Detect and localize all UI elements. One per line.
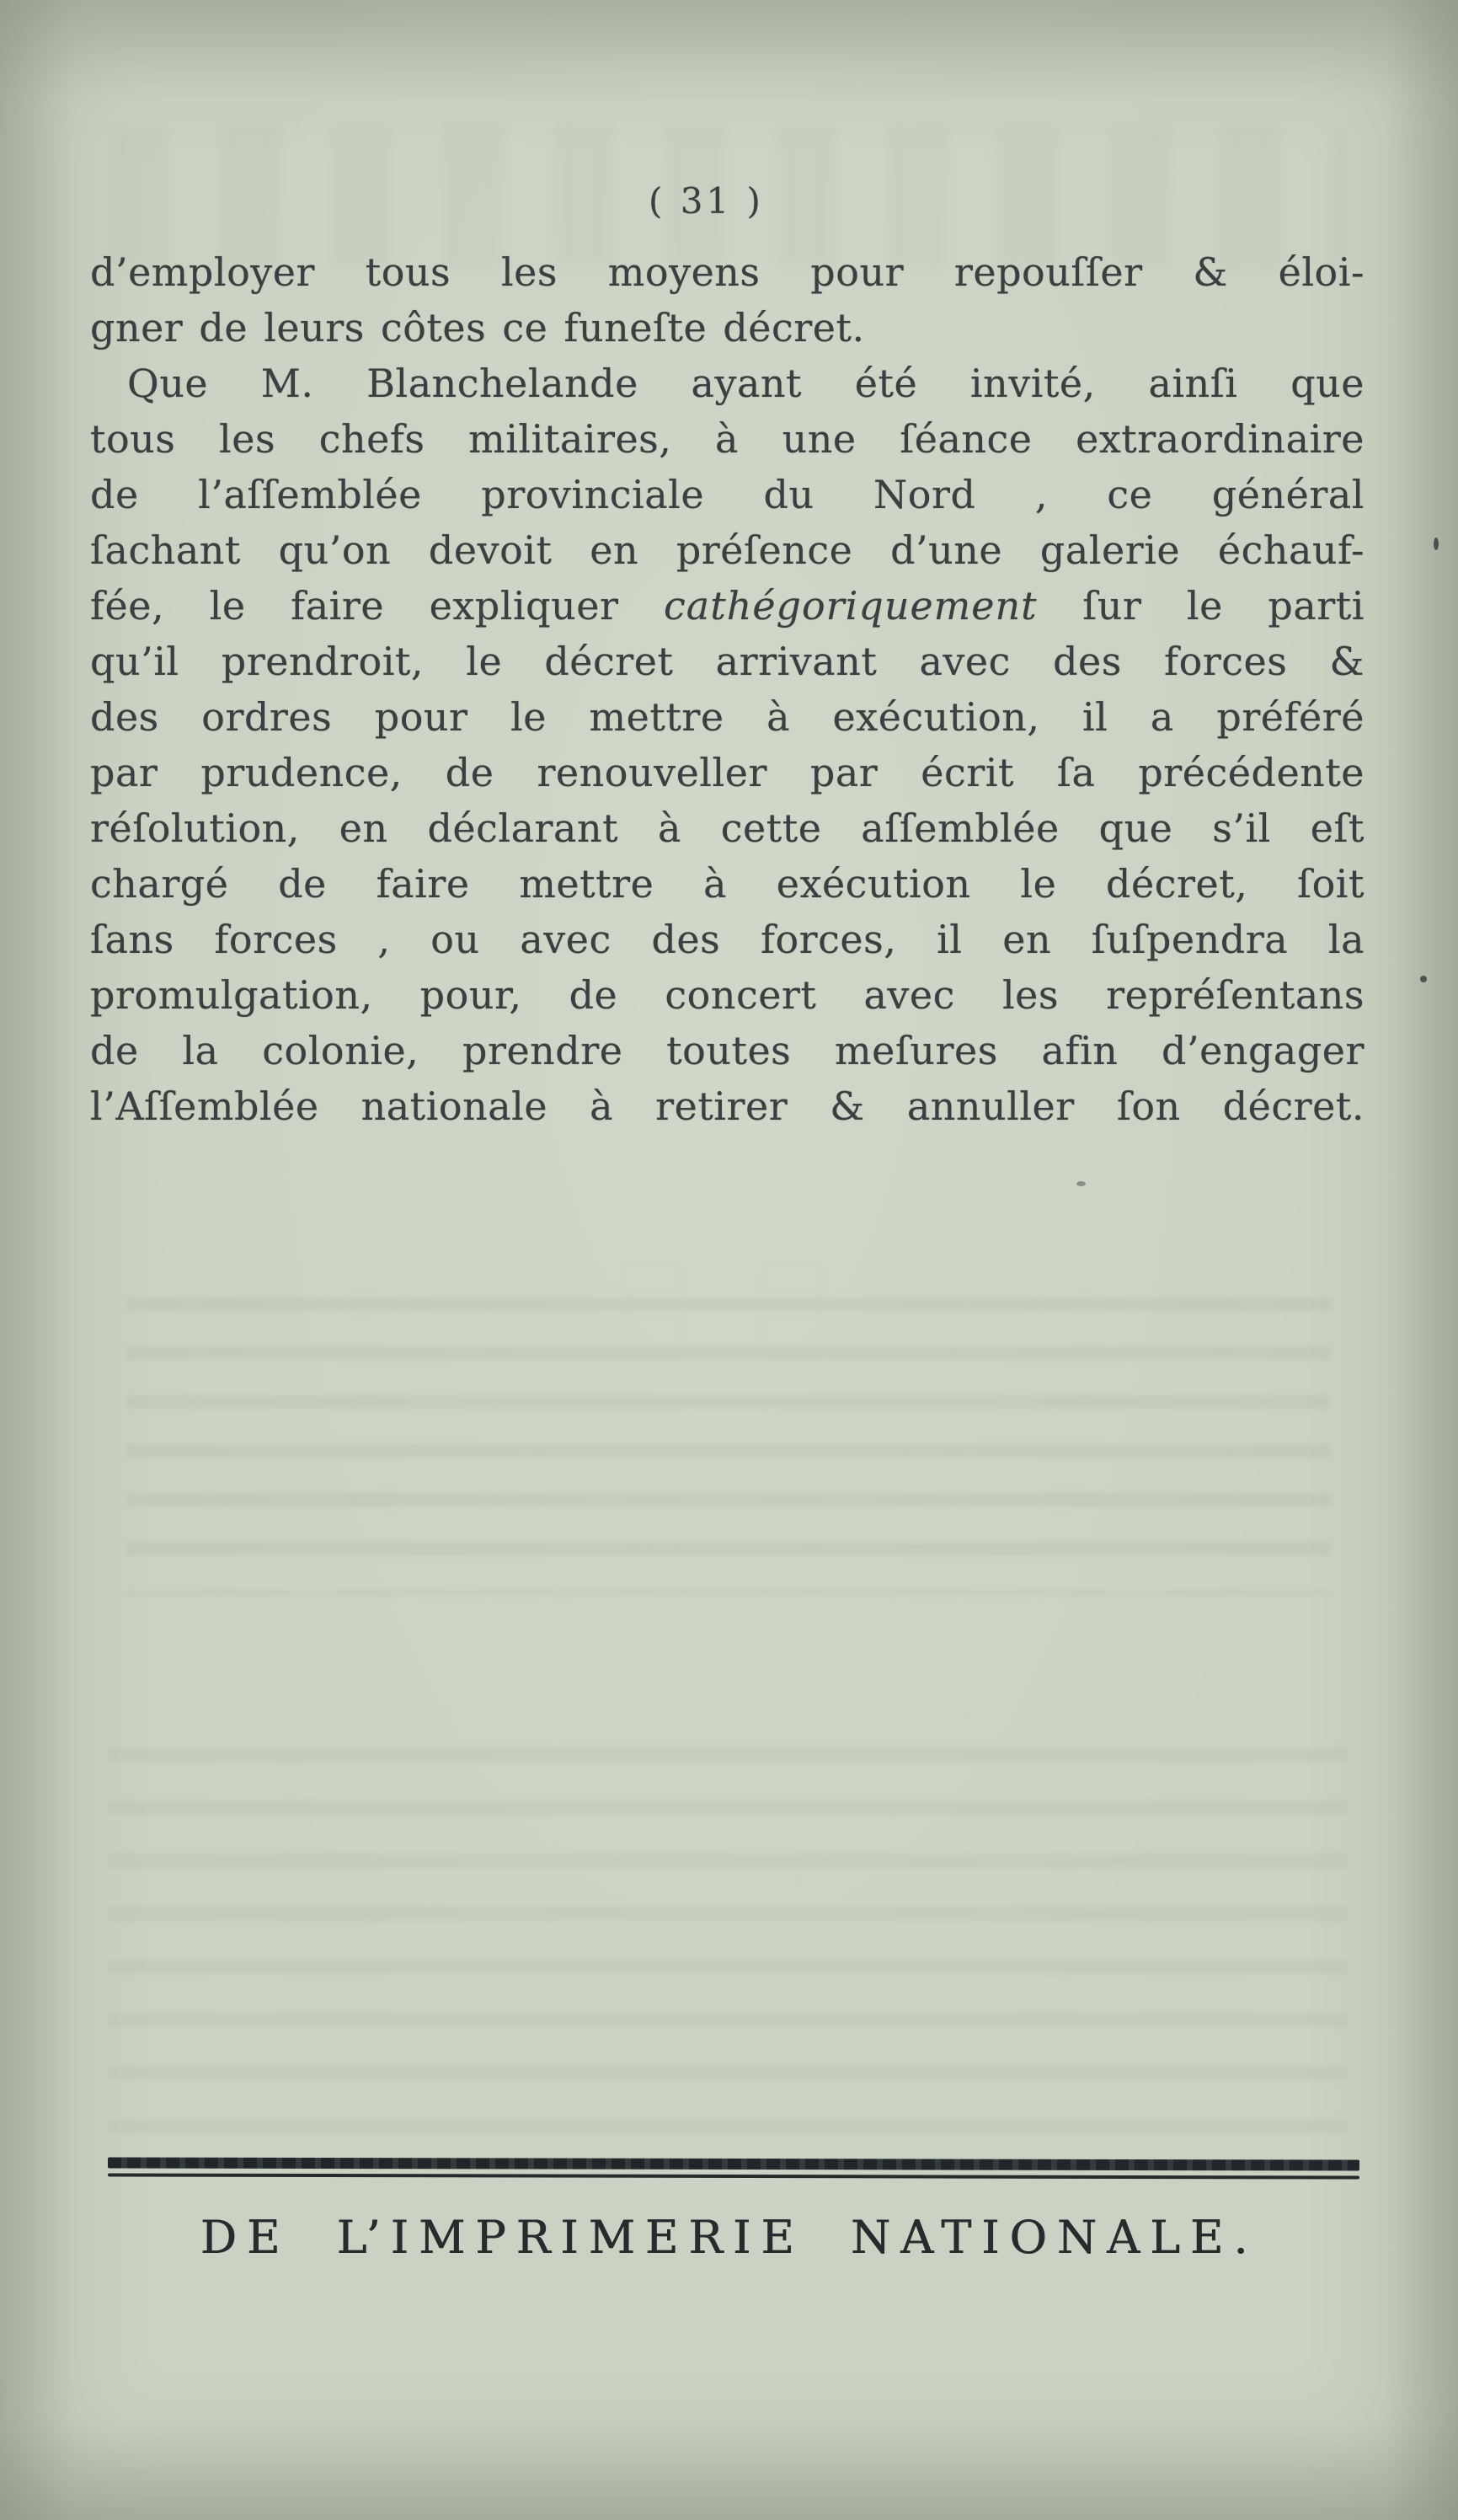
ink-speck — [1434, 538, 1439, 550]
rule-thick — [108, 2157, 1359, 2170]
body-text — [90, 244, 1365, 1134]
text-line: des ordres pour le mettre à exécution, il a préféré — [90, 694, 1365, 740]
rule-thin — [108, 2173, 1359, 2179]
text-line: gner de leurs côtes ce funeſte décret. — [90, 305, 865, 350]
text-line: ſachant qu’on devoit en préſence d’une galerie échauf- — [90, 527, 1365, 573]
showthrough-ghost-middle — [126, 1262, 1331, 1595]
text-line: ſans forces , ou avec des forces, il en ſuſpendra la — [90, 917, 1365, 962]
ink-speck — [1076, 1181, 1086, 1186]
ink-speck — [1420, 976, 1427, 982]
imprint-text: DE L’IMPRIMERIE NATIONALE. — [200, 2211, 1258, 2264]
text-line: Que M. Blanchelande ayant été invité, ainſi que — [127, 361, 1365, 406]
text-line: promulgation, pour, de concert avec les repréſentans — [90, 972, 1365, 1018]
italic-word: cathégoriquement — [664, 583, 1038, 629]
text-line: de la colonie, prendre toutes meſures afin d’engager — [90, 1028, 1365, 1073]
text-segment: fée, le faire expliquer — [90, 583, 665, 629]
text-line-with-italic — [90, 578, 1365, 634]
showthrough-ghost-bottom — [108, 1709, 1348, 2151]
text-line: qu’il prendroit, le décret arrivant avec des forces & — [90, 639, 1365, 684]
text-line: d’employer tous les moyens pour repouſſer & éloi- — [90, 249, 1365, 295]
text-line: par prudence, de renouveller par écrit ſa précédente — [90, 750, 1365, 795]
text-line: chargé de faire mettre à exécution le décret, ſoit — [90, 861, 1365, 907]
text-line: réſolution, en déclarant à cette aſſemblée que s’il eſt — [90, 805, 1365, 851]
text-line: de l’aſſemblée provinciale du Nord , ce général — [90, 472, 1365, 517]
imprint-rule — [108, 2157, 1359, 2179]
text-segment: ſur le parti — [1037, 583, 1365, 629]
text-line: tous les chefs militaires, à une ſéance extraordinaire — [90, 416, 1365, 462]
text-line: l’Aſſemblée nationale à retirer & annuller ſon décret. — [90, 1083, 1365, 1129]
page-number: ( 31 ) — [649, 180, 764, 222]
